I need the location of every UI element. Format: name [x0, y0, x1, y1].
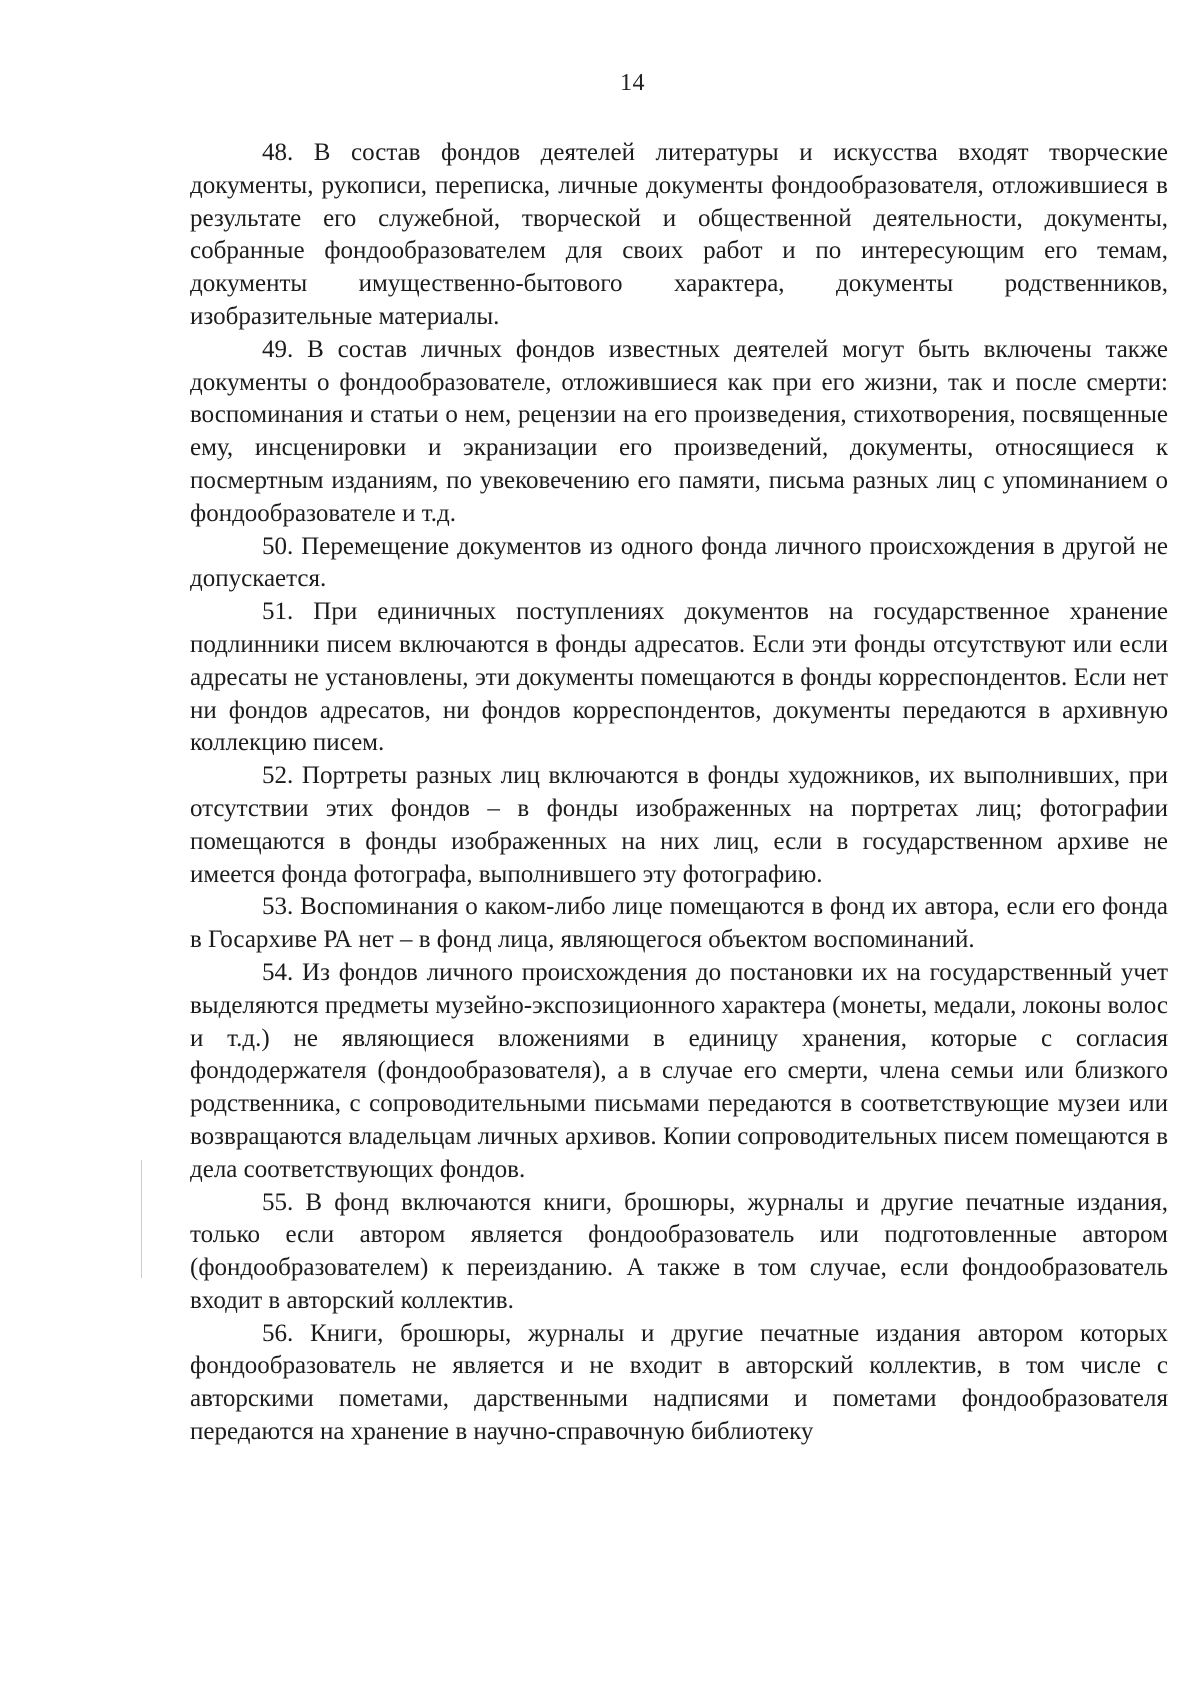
paragraph-54: 54. Из фондов личного происхождения до постановки их на государственный учет выделяются предметы музейно-экспозиционного характера (монеты, медали, локоны волос и т.д.) не являющиеся вложениями в единицу хранения, которые с согласия фондодержателя (фондообразователя), а в случае его смерти, члена семьи или близкого родственника, с сопроводительными письмами передаются в соответствующие музеи или возвращаются владельцам личных архивов. Копии сопроводительных писем помещаются в дела соответствующих фондов.: [190, 958, 1168, 1183]
page-number: 14: [620, 70, 645, 96]
paragraph-50: 50. Перемещение документов из одного фонда личного происхождения в другой не допускается.: [190, 532, 1168, 593]
scan-margin-line: [141, 1160, 142, 1278]
paragraph-51: 51. При единичных поступлениях документов на государственное хранение подлинники писем включаются в фонды адресатов. Если эти фонды отсутствуют или если адресаты не установлены, эти документы помещаются в фонды корреспондентов. Если нет ни фондов адресатов, ни фондов корреспондентов, документы передаются в архивную коллекцию писем.: [190, 598, 1168, 757]
paragraph-49: 49. В состав личных фондов известных деятелей могут быть включены также документы о фондообразователе, отложившиеся как при его жизни, так и после смерти: воспоминания и статьи о нем, рецензии на его произведения, стихотворения, посвященные ему, инсценировки и экранизации его произведений, документы, относящиеся к посмертным изданиям, по увековечению его памяти, письма разных лиц с упоминанием о фондообразователе и т.д.: [190, 335, 1168, 527]
paragraph-48: 48. В состав фондов деятелей литературы и искусства входят творческие документы, рукописи, переписка, личные документы фондообразователя, отложившиеся в результате его служебной, творческой и общественной деятельности, документы, собранные фондообразователем для своих работ и по интересующим его темам, документы имущественно-бытового характера, документы родственников, изобразительные материалы.: [190, 139, 1168, 330]
paragraph-56: 56. Книги, брошюры, журналы и другие печатные издания автором которых фондообразователь не является и не входит в авторский коллектив, в том числе с авторскими пометами, дарственными надписями и пометами фондообразователя передаются на хранение в научно-справочную библиотеку: [190, 1319, 1168, 1446]
paragraph-53: 53. Воспоминания о каком-либо лице помещаются в фонд их автора, если его фонда в Госархиве РА нет – в фонд лица, являющегося объектом воспоминаний.: [190, 893, 1168, 954]
paragraph-52: 52. Портреты разных лиц включаются в фонды художников, их выполнивших, при отсутствии этих фондов – в фонды изображенных на портретах лиц; фотографии помещаются в фонды изображенных на них лиц, если в государственном архиве не имеется фонда фотографа, выполнившего эту фотографию.: [190, 762, 1168, 888]
paragraph-55: 55. В фонд включаются книги, брошюры, журналы и другие печатные издания, только если автором является фондообразователь или подготовленные автором (фондообразователем) к переизданию. А также в том случае, если фондообразователь входит в авторский коллектив.: [190, 1188, 1168, 1314]
document-body: [190, 137, 1168, 1449]
